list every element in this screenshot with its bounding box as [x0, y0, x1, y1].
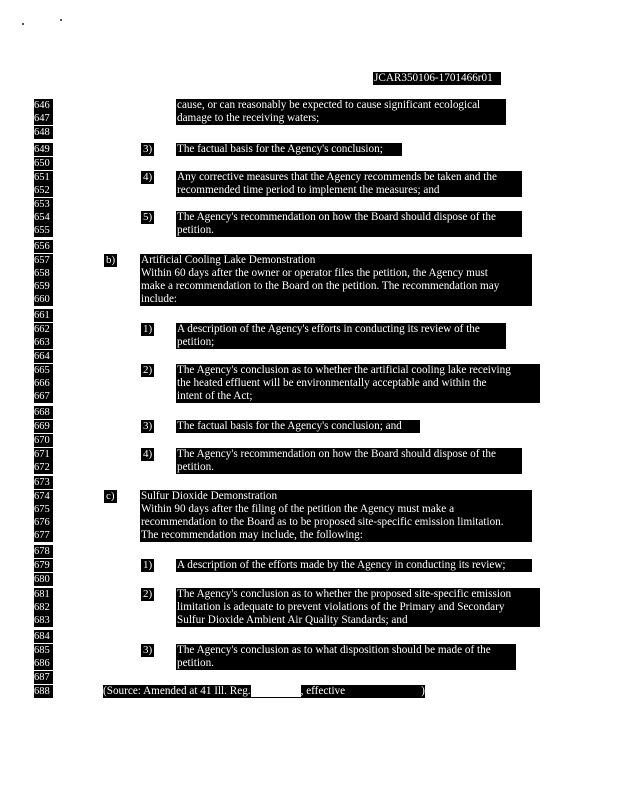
list-marker: 1): [143, 323, 153, 335]
list-marker: 4): [143, 171, 153, 183]
section-heading: Artificial Cooling Lake Demonstration: [140, 254, 532, 267]
list-marker: 5): [143, 211, 153, 223]
list-item-line: A description of the efforts made by the Agency in conducting its review;: [176, 559, 532, 572]
list-item-line: The factual basis for the Agency's conclusion;: [176, 143, 402, 156]
paragraph-line: Within 60 days after the owner or operator files the petition, the Agency must: [140, 267, 532, 280]
line-number: 677: [34, 529, 53, 542]
list-item-line: The Agency's recommendation on how the Board should dispose of the: [176, 211, 522, 224]
paragraph-line: include:: [140, 293, 532, 306]
line-number: 671: [34, 448, 53, 461]
source-prefix: (Source: Amended at 41 Ill. Reg.: [103, 685, 251, 697]
list-item-line: The factual basis for the Agency's conclusion; and: [176, 420, 420, 433]
line-number: 650: [34, 157, 53, 170]
source-middle: , effective: [300, 685, 346, 697]
line-number: 667: [34, 390, 53, 403]
section-marker: c): [106, 490, 115, 502]
list-item-line: petition.: [176, 224, 522, 237]
list-item-line: petition.: [176, 461, 522, 474]
document-id-header: JCAR350106-1701466r01: [373, 72, 501, 85]
source-suffix: ): [421, 685, 425, 697]
list-item-line: The Agency's recommendation on how the Board should dispose of the: [176, 448, 522, 461]
line-number: 664: [34, 350, 53, 363]
line-number: 656: [34, 240, 53, 253]
line-number: 662: [34, 323, 53, 336]
line-number: 663: [34, 336, 53, 349]
line-number: 658: [34, 267, 53, 280]
line-number: 669: [34, 420, 53, 433]
line-number: 647: [34, 112, 53, 125]
list-marker: 3): [143, 644, 153, 656]
list-marker: 3): [143, 420, 153, 432]
paragraph-line: cause, or can reasonably be expected to cause significant ecological: [176, 99, 506, 112]
section-heading: Sulfur Dioxide Demonstration: [140, 490, 532, 503]
list-item-line: intent of the Act;: [176, 390, 540, 403]
line-number: 660: [34, 293, 53, 306]
paragraph-line: make a recommendation to the Board on the petition. The recommendation may: [140, 280, 532, 293]
line-number: 652: [34, 184, 53, 197]
blank-effective-date: [345, 685, 421, 698]
list-item-line: The Agency's conclusion as to whether the artificial cooling lake receiving: [176, 364, 540, 377]
line-number: 679: [34, 559, 53, 572]
line-number: 670: [34, 434, 53, 447]
list-item-line: the heated effluent will be environmentally acceptable and within the: [176, 377, 540, 390]
list-item-line: petition.: [176, 657, 516, 670]
line-number: 680: [34, 573, 53, 586]
list-item-line: petition;: [176, 336, 506, 349]
line-number: 685: [34, 644, 53, 657]
line-number: 668: [34, 406, 53, 419]
line-number: 684: [34, 630, 53, 643]
line-number: 646: [34, 99, 53, 112]
line-number: 686: [34, 657, 53, 670]
source-note: [103, 685, 425, 698]
line-number: 672: [34, 461, 53, 474]
line-number: 682: [34, 601, 53, 614]
list-item-line: recommended time period to implement the measures; and: [176, 184, 522, 197]
line-number: 655: [34, 224, 53, 237]
line-number: 676: [34, 516, 53, 529]
list-marker: 3): [143, 143, 153, 155]
line-number: 673: [34, 476, 53, 489]
line-number: 659: [34, 280, 53, 293]
list-marker: 4): [143, 448, 153, 460]
list-marker: 2): [143, 588, 153, 600]
line-number: 665: [34, 364, 53, 377]
paragraph-line: damage to the receiving waters;: [176, 112, 506, 125]
line-number: 681: [34, 588, 53, 601]
line-number: 654: [34, 211, 53, 224]
line-number: 657: [34, 254, 53, 267]
scan-speck: [22, 23, 24, 25]
line-number: 648: [34, 126, 53, 139]
blank-register-number: [251, 685, 301, 698]
line-number: 687: [34, 671, 53, 684]
line-number: 678: [34, 545, 53, 558]
section-marker: b): [106, 254, 116, 266]
line-number: 688: [34, 685, 53, 698]
list-marker: 2): [143, 364, 153, 376]
line-number: 666: [34, 377, 53, 390]
line-number: 683: [34, 614, 53, 627]
paragraph-line: The recommendation may include, the following:: [140, 529, 532, 542]
line-number: 675: [34, 503, 53, 516]
line-number: 661: [34, 309, 53, 322]
line-number: 649: [34, 143, 53, 156]
list-item-line: Any corrective measures that the Agency recommends be taken and the: [176, 171, 522, 184]
list-item-line: The Agency's conclusion as to whether the proposed site-specific emission: [176, 588, 540, 601]
list-marker: 1): [143, 559, 153, 571]
list-item-line: limitation is adequate to prevent violations of the Primary and Secondary: [176, 601, 540, 614]
scan-speck: [60, 19, 62, 21]
list-item-line: Sulfur Dioxide Ambient Air Quality Standards; and: [176, 614, 540, 627]
list-item-line: A description of the Agency's efforts in conducting its review of the: [176, 323, 506, 336]
line-number: 674: [34, 490, 53, 503]
paragraph-line: recommendation to the Board as to be proposed site-specific emission limitation.: [140, 516, 532, 529]
list-item-line: The Agency's conclusion as to what disposition should be made of the: [176, 644, 516, 657]
paragraph-line: Within 90 days after the filing of the petition the Agency must make a: [140, 503, 532, 516]
line-number: 651: [34, 171, 53, 184]
line-number: 653: [34, 198, 53, 211]
